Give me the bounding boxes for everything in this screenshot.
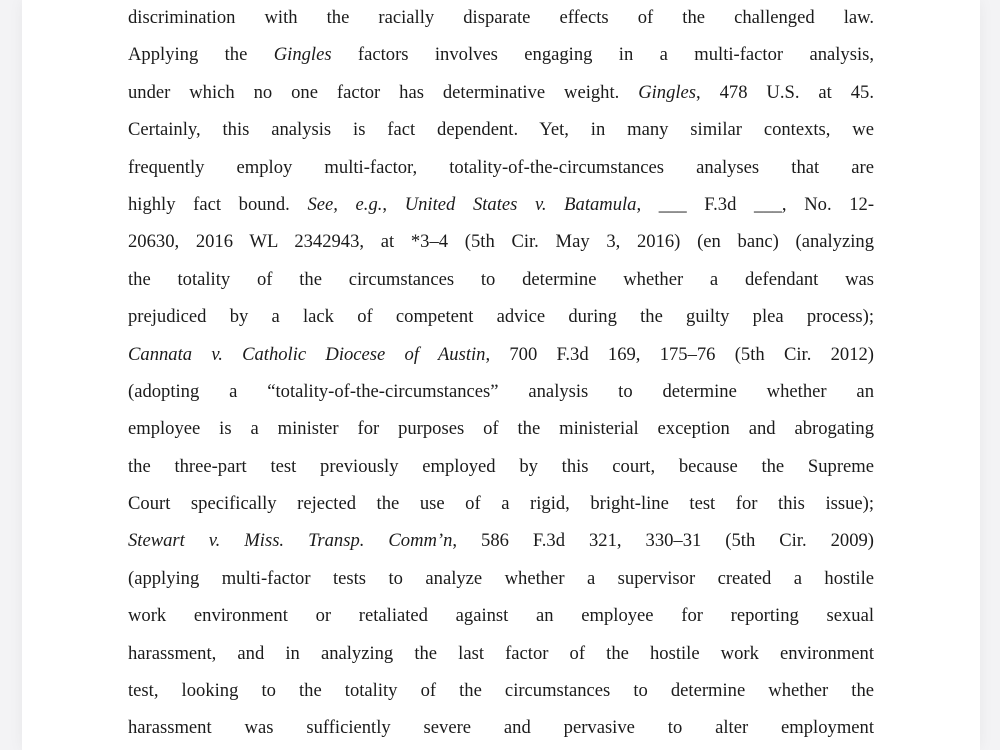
text-segment: the three-part test previously employed by this court, because the Supreme xyxy=(128,455,874,477)
text-segment: discrimination with the racially disparate effects of the challenged law. xyxy=(128,7,874,28)
text-segment: Certainly, this analysis is fact dependent. Yet, in many similar contexts, we xyxy=(128,119,874,141)
text-segment: work environment or retaliated against an employee for reporting sexual xyxy=(128,605,874,627)
text-segment: Court specifically rejected the use of a rigid, bright-line test for this issue); xyxy=(128,493,874,515)
text-line xyxy=(128,675,874,712)
text-line xyxy=(128,189,874,226)
text-segment: test, looking to the totality of the circumstances to determine whether the xyxy=(128,680,874,702)
text-segment: under which no one factor has determinative weight. xyxy=(128,81,639,103)
text-segment: the totality of the circumstances to determine whether a defendant was xyxy=(128,268,874,290)
text-line xyxy=(128,152,874,189)
body-text xyxy=(128,2,874,750)
text-line xyxy=(128,39,874,76)
text-line xyxy=(128,563,874,600)
text-line xyxy=(128,77,874,114)
text-line xyxy=(128,712,874,749)
text-segment: , xyxy=(382,193,405,215)
text-segment: (applying multi-factor tests to analyze whether a supervisor created a hostile xyxy=(128,567,874,589)
citation-italic: Cannata v. Catholic Diocese of Austin xyxy=(128,343,486,365)
text-segment: , ___ F.3d ___, No. 12- xyxy=(636,193,874,215)
text-segment: (adopting a “totality-of-the-circumstances” analysis to determine whether an xyxy=(128,380,874,402)
text-segment: highly fact bound. xyxy=(128,193,308,215)
text-line xyxy=(128,376,874,413)
text-line xyxy=(128,600,874,637)
citation-italic: See, e.g. xyxy=(307,193,383,215)
text-line xyxy=(128,301,874,338)
text-line xyxy=(128,264,874,301)
text-segment: Applying the xyxy=(128,44,274,66)
text-segment: factors involves engaging in a multi-factor analysis, xyxy=(331,44,874,66)
text-segment: frequently employ multi-factor, totality-of-the-circumstances analyses that are xyxy=(128,156,874,178)
citation-italic: United States v. Batamula xyxy=(404,193,637,215)
text-segment: , 700 F.3d 169, 175–76 (5th Cir. 2012) xyxy=(485,343,874,365)
text-segment: harassment, and in analyzing the last factor of the hostile work environment xyxy=(128,642,874,664)
citation-italic: Gingles xyxy=(273,44,332,66)
text-segment: employee is a minister for purposes of the ministerial exception and abrogating xyxy=(128,418,874,440)
text-line xyxy=(128,451,874,488)
text-segment: , 586 F.3d 321, 330–31 (5th Cir. 2009) xyxy=(452,530,874,552)
text-line xyxy=(128,114,874,151)
text-line xyxy=(128,339,874,376)
text-segment: , 478 U.S. at 45. xyxy=(696,81,874,103)
text-segment: prejudiced by a lack of competent advice during the guilty plea process); xyxy=(128,306,874,328)
citation-italic: Stewart v. Miss. Transp. Comm’n xyxy=(128,530,453,552)
text-segment: 20630, 2016 WL 2342943, at *3–4 (5th Cir. May 3, 2016) (en banc) (analyzing xyxy=(128,231,874,253)
text-line xyxy=(128,488,874,525)
text-segment: harassment was sufficiently severe and pervasive to alter employment xyxy=(128,717,874,739)
citation-italic: Gingles xyxy=(638,81,697,103)
text-line xyxy=(128,638,874,675)
text-line xyxy=(128,2,874,39)
text-line xyxy=(128,226,874,263)
document-page xyxy=(22,0,980,750)
text-line xyxy=(128,525,874,562)
text-line xyxy=(128,413,874,450)
